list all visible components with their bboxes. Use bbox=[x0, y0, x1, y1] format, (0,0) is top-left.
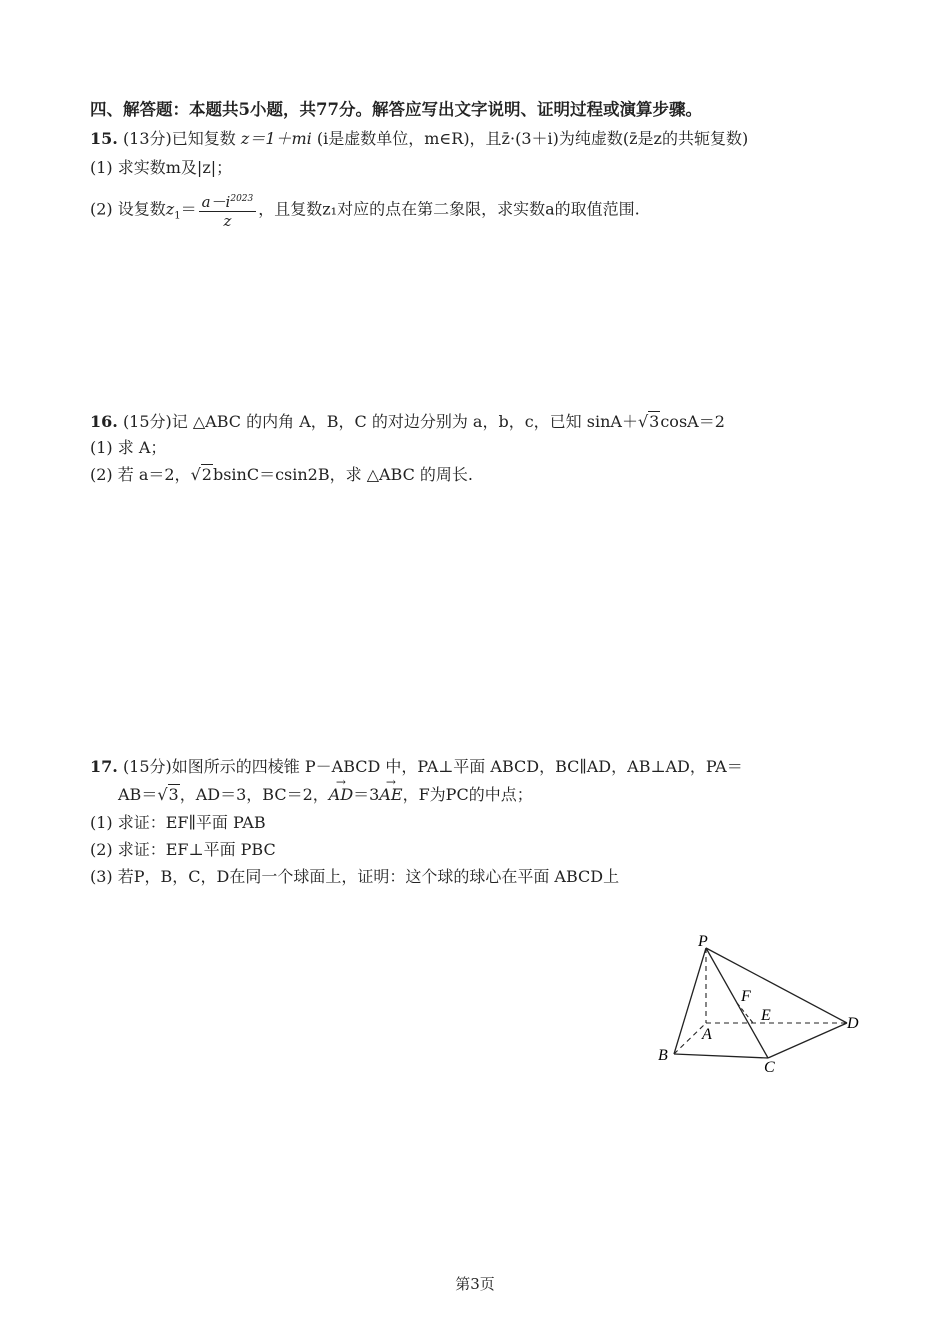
q15-number: 15. bbox=[90, 129, 118, 148]
q17-part1: (1) 求证：EF∥平面 PAB bbox=[90, 813, 266, 832]
segment-ef bbox=[737, 1003, 753, 1023]
q16-part1: (1) 求 A； bbox=[90, 438, 167, 457]
q17-sqrt3: 3 bbox=[168, 785, 179, 804]
q16-stem-pre: (15分)记 △ABC 的内角 A，B，C 的对边分别为 a，b，c，已知 sinA＋ bbox=[122, 412, 638, 431]
q17-part3: (3) 若P，B，C，D在同一个球面上，证明：这个球的球心在平面 ABCD上 bbox=[90, 867, 620, 886]
label-d: D bbox=[847, 1015, 859, 1032]
q15-stem-post: (i是虚数单位，m∈R)，且z̄·(3＋i)为纯虚数(z̄是z的共轭复数) bbox=[316, 129, 749, 148]
section-title: 四、解答题：本题共5小题，共77分。解答应写出文字说明、证明过程或演算步骤。 bbox=[90, 100, 702, 119]
edge-bc bbox=[674, 1054, 768, 1058]
q17-vector-ad: → AD bbox=[329, 784, 353, 806]
q17-stem-line1 bbox=[90, 756, 743, 778]
q17-line2-a: AB＝ bbox=[118, 785, 158, 804]
label-b: B bbox=[658, 1047, 668, 1064]
q15-stem-pre: (13分)已知复数 bbox=[122, 129, 236, 148]
q15-stem bbox=[90, 128, 748, 150]
q16-sqrt2: 2 bbox=[201, 465, 212, 484]
q16-number: 16. bbox=[90, 412, 118, 431]
q16-part2: (2) 若 a＝2，√2bsinC＝csin2B，求 △ABC 的周长. bbox=[90, 465, 474, 484]
q16-part2-post: bsinC＝csin2B，求 △ABC 的周长. bbox=[212, 465, 474, 484]
q15-part2-pre: (2) 设复数 bbox=[90, 199, 166, 219]
q17-part2: (2) 求证：EF⊥平面 PBC bbox=[90, 840, 276, 859]
q15-part1: (1) 求实数m及|z|； bbox=[90, 158, 233, 177]
q17-eq3: ＝3 bbox=[353, 785, 380, 804]
q16-stem-post: cosA＝2 bbox=[660, 412, 725, 431]
q16-part2-pre: (2) 若 a＝2， bbox=[90, 465, 191, 484]
label-f: F bbox=[741, 988, 751, 1005]
q16-sqrt3: 3 bbox=[649, 412, 660, 431]
q15-z1-sub: 1 bbox=[174, 210, 181, 222]
edge-cd bbox=[768, 1023, 847, 1058]
q16-stem: 16. (15分)记 △ABC 的内角 A，B，C 的对边分别为 a，b，c，已知 sinA＋√3cosA＝2 bbox=[90, 412, 725, 431]
label-c: C bbox=[764, 1059, 775, 1076]
label-p: P bbox=[698, 933, 708, 950]
pyramid-figure bbox=[640, 920, 870, 1080]
q15-fraction bbox=[199, 190, 257, 230]
q15-part2-post: ，且复数z₁对应的点在第二象限，求实数a的取值范围. bbox=[258, 199, 640, 219]
q15-part2 bbox=[90, 190, 640, 230]
q15-eq: ＝ bbox=[180, 199, 197, 219]
label-a: A bbox=[702, 1026, 712, 1043]
q15-stem-math: z＝1＋mi bbox=[240, 129, 312, 148]
q15-frac-num: a－i bbox=[201, 193, 231, 211]
page-number: 第3页 bbox=[455, 1275, 495, 1293]
q15-frac-sup: 2023 bbox=[230, 194, 254, 204]
q17-number: 17. bbox=[90, 757, 118, 776]
q15-z1: z bbox=[165, 199, 175, 219]
q17-vector-ae: → AE bbox=[379, 784, 402, 806]
q15-frac-den: z bbox=[223, 212, 232, 230]
q17-line2-c: ，F为PC的中点； bbox=[402, 785, 533, 804]
q17-line1: (15分)如图所示的四棱锥 P－ABCD 中，PA⊥平面 ABCD，BC∥AD，AB⊥AD，PA＝ bbox=[122, 757, 743, 776]
q17-line2-b: ，AD＝3，BC＝2， bbox=[179, 785, 329, 804]
q17-stem-line2: AB＝√3，AD＝3，BC＝2，→ AD＝3→ AE，F为PC的中点； bbox=[118, 784, 533, 806]
label-e: E bbox=[761, 1007, 771, 1024]
